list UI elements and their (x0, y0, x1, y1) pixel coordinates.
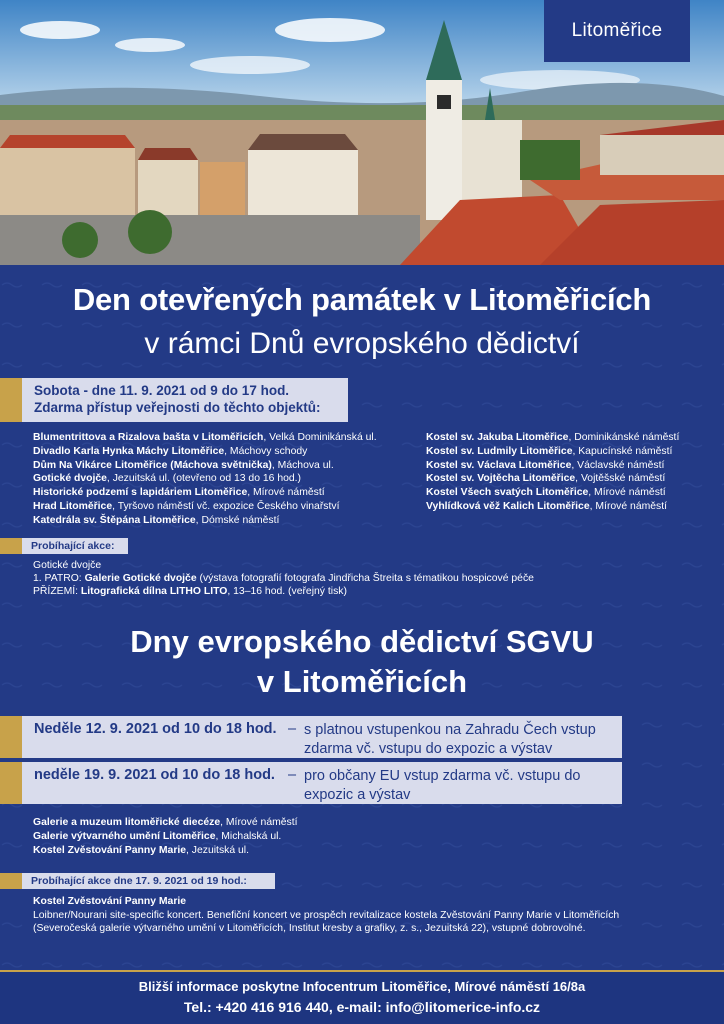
places-list-right (426, 431, 679, 514)
list-item: Galerie a muzeum litoměřické diecéze, Mírové náměstí (33, 817, 298, 828)
page-subtitle: v rámci Dnů evropského dědictví (144, 327, 580, 360)
list-item: Dům Na Vikárce Litoměřice (Máchova světnička), Máchova ul. (33, 459, 334, 471)
accent-bar (0, 716, 22, 758)
sgvu-title-line2: v Litoměřicích (256, 664, 468, 699)
ongoing-section (33, 895, 633, 936)
date-row (22, 716, 622, 758)
ongoing-label: Probíhající akce: (22, 538, 128, 554)
date-row (22, 762, 622, 804)
list-item: Katedrála sv. Štěpána Litoměřice, Dómské náměstí (33, 514, 280, 526)
list-item: Blumentrittova a Rizalova bašta v Litoměřicích, Velká Dominikánská ul. (33, 432, 377, 443)
sgvu-title-line1: Dny evropského dědictví SGVU (130, 624, 594, 659)
litomerice-logo: Litoměřice (544, 0, 690, 62)
saturday-line1: Sobota - dne 11. 9. 2021 od 9 do 17 hod. (34, 383, 290, 398)
ongoing-section (33, 559, 534, 598)
list-item: Kostel sv. Jakuba Litoměřice, Dominikánské náměstí (426, 432, 680, 443)
date-dash: – (288, 767, 297, 783)
list-item: Divadlo Karla Hynka Máchy Litoměřice, Máchovy schody (33, 445, 308, 457)
date-text: neděle 19. 9. 2021 od 10 do 18 hod. (34, 767, 275, 783)
list-item: Hrad Litoměřice, Tyršovo náměstí vč. expozice Českého vinařství (33, 500, 340, 512)
date-desc: pro občany EU vstup zdarma vč. vstupu do expozic a výstav (304, 768, 581, 803)
list-item: Kostel sv. Vojtěcha Litoměřice, Vojtěšské náměstí (426, 473, 666, 485)
ongoing-title: Kostel Zvěstování Panny Marie (33, 896, 187, 907)
wave-pattern (0, 265, 724, 970)
list-item: Kostel Všech svatých Litoměřice, Mírové náměstí (426, 487, 666, 499)
saturday-banner (22, 378, 348, 422)
ongoing-title: Gotické dvojče (33, 560, 102, 571)
list-item: Gotické dvojče, Jezuitská ul. (otevřeno od 13 do 16 hod.) (33, 473, 302, 485)
places-list-sgvu (33, 816, 298, 857)
list-item: Kostel sv. Ludmily Litoměřice, Kapucínské náměstí (426, 445, 673, 457)
ongoing-line: 1. PATRO: Galerie Gotické dvojče (výstava fotografií fotografa Jindřicha Štreita s tématikou hospicové péče (33, 573, 534, 584)
footer (0, 970, 724, 1024)
list-item: Kostel Zvěstování Panny Marie, Jezuitská ul. (33, 844, 249, 856)
footer-info: Bližší informace poskytne Infocentrum Litoměřice, Mírové náměstí 16/8a (138, 979, 586, 994)
date-desc: s platnou vstupenkou na Zahradu Čech vstup zdarma vč. vstupu do expozic a výstav (304, 722, 596, 757)
list-item: Historické podzemí s lapidáriem Litoměřice, Mírové náměstí (33, 487, 325, 499)
date-dash: – (288, 721, 297, 737)
ongoing-label: Probíhající akce dne 17. 9. 2021 od 19 hod.: (22, 873, 275, 889)
accent-bar (0, 873, 22, 889)
page-title: Den otevřených památek v Litoměřicích (72, 282, 652, 317)
places-list-left (33, 431, 377, 528)
hero-photo (0, 0, 724, 265)
list-item: Galerie výtvarného umění Litoměřice, Michalská ul. (33, 830, 282, 842)
list-item: Vyhlídková věž Kalich Litoměřice, Mírové náměstí (426, 500, 668, 512)
date-text: Neděle 12. 9. 2021 od 10 do 18 hod. (34, 721, 277, 737)
ongoing-text: Loibner/Nourani site-specific koncert. Benefiční koncert ve prospěch revitalizace kostela Zvěstování Panny Marie v Litoměřicích (Severočeská galerie výtvarného umění v Litoměřicích, Institut kresby a grafiky, z. s., Jezuitská 22), vstupné dobrovolné. (33, 909, 620, 935)
ongoing-line: PŘÍZEMÍ: Litografická dílna LITHO LITO, 13–16 hod. (veřejný tisk) (33, 586, 347, 597)
accent-bar (0, 378, 22, 422)
accent-bar (0, 762, 22, 804)
list-item: Kostel sv. Václava Litoměřice, Václavské náměstí (426, 459, 665, 471)
saturday-line2: Zdarma přístup veřejnosti do těchto objektů: (34, 400, 321, 415)
sgvu-title (0, 622, 724, 702)
accent-bar (0, 538, 22, 554)
footer-contact: Tel.: +420 416 916 440, e-mail: info@litomerice-info.cz (183, 999, 541, 1015)
